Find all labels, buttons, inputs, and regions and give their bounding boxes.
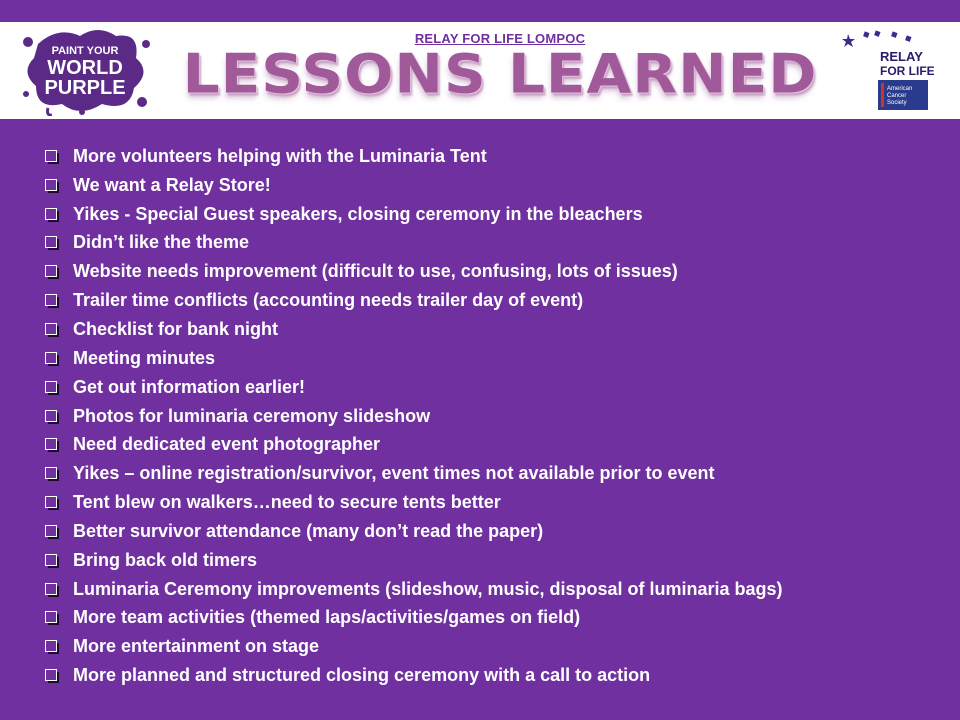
right-logo-sub-2: Cancer [887,93,907,99]
checkbox-bullet-icon [45,236,58,249]
checkbox-bullet-icon [45,265,58,278]
list-item [45,517,783,546]
list-item [45,488,783,517]
list-item [45,575,783,604]
checkbox-bullet-icon [45,669,58,682]
checkbox-bullet-icon [45,179,58,192]
left-logo-line-1: PAINT YOUR [51,45,119,57]
checkbox-bullet-icon [45,323,58,336]
checkbox-bullet-icon [45,208,58,221]
list-item [45,286,783,315]
list-item [45,459,783,488]
list-item-text: Trailer time conflicts (accounting needs trailer day of event) [73,290,584,311]
list-item [45,402,783,431]
list-item-text: More volunteers helping with the Luminaria Tent [73,145,487,166]
list-item [45,257,783,286]
checkbox-bullet-icon [45,554,58,567]
list-item-text: Tent blew on walkers…need to secure tents better [73,492,501,513]
list-item [45,315,783,344]
list-item-text: More team activities (themed laps/activities/games on field) [73,607,581,628]
list-item-text: Luminaria Ceremony improvements (slideshow, music, disposal of luminaria bags) [73,578,783,599]
list-item [45,430,783,459]
left-logo-line-2: WORLD [47,57,123,79]
relay-for-life-logo [842,26,934,116]
list-item [45,142,783,171]
checkbox-bullet-icon [45,583,58,596]
list-item-text: Didn’t like the theme [73,232,250,253]
list-item [45,604,783,633]
list-item-text: Photos for luminaria ceremony slideshow [73,405,431,426]
left-logo-line-3: PURPLE [44,77,126,99]
checkbox-bullet-icon [45,640,58,653]
right-logo-sub-1: American [887,86,913,92]
list-item-text: Yikes - Special Guest speakers, closing ceremony in the bleachers [73,203,643,224]
list-item-text: Need dedicated event photographer [73,434,381,455]
list-item-text: Get out information earlier! [73,376,306,397]
list-item-text: We want a Relay Store! [73,174,271,195]
header-banner [0,22,960,119]
checkbox-bullet-icon [45,467,58,480]
list-item [45,171,783,200]
list-item-text: Checklist for bank night [73,318,279,339]
checkbox-bullet-icon [45,438,58,451]
checkbox-bullet-icon [45,352,58,365]
checkbox-bullet-icon [45,150,58,163]
relay-for-life-lompoc-link[interactable]: RELAY FOR LIFE LOMPOC [414,31,586,46]
right-logo-line-1: RELAY [880,49,923,64]
list-item [45,661,783,690]
list-item-text: More planned and structured closing ceremony with a call to action [73,665,651,686]
checkbox-bullet-icon [45,294,58,307]
checkbox-bullet-icon [45,611,58,624]
list-item [45,373,783,402]
list-item [45,229,783,258]
relay-for-life-logo-icon [842,26,934,116]
checkbox-bullet-icon [45,381,58,394]
list-item-text: Bring back old timers [73,549,258,570]
list-item-text: More entertainment on stage [73,636,320,657]
list-item-text: Better survivor attendance (many don’t read the paper) [73,520,544,541]
lessons-list [45,142,783,690]
right-logo-sub-3: Society [887,100,907,106]
checkbox-bullet-icon [45,496,58,509]
page-title: LESSONS LEARNED [182,42,818,106]
right-logo-line-2: FOR LIFE [880,64,934,78]
list-item [45,344,783,373]
checkbox-bullet-icon [45,525,58,538]
list-item [45,200,783,229]
list-item-text: Yikes – online registration/survivor, event times not available prior to event [73,463,715,484]
list-item-text: Website needs improvement (difficult to use, confusing, lots of issues) [73,261,678,282]
list-item [45,546,783,575]
checkbox-bullet-icon [45,410,58,423]
list-item-text: Meeting minutes [73,347,216,368]
list-item [45,632,783,661]
